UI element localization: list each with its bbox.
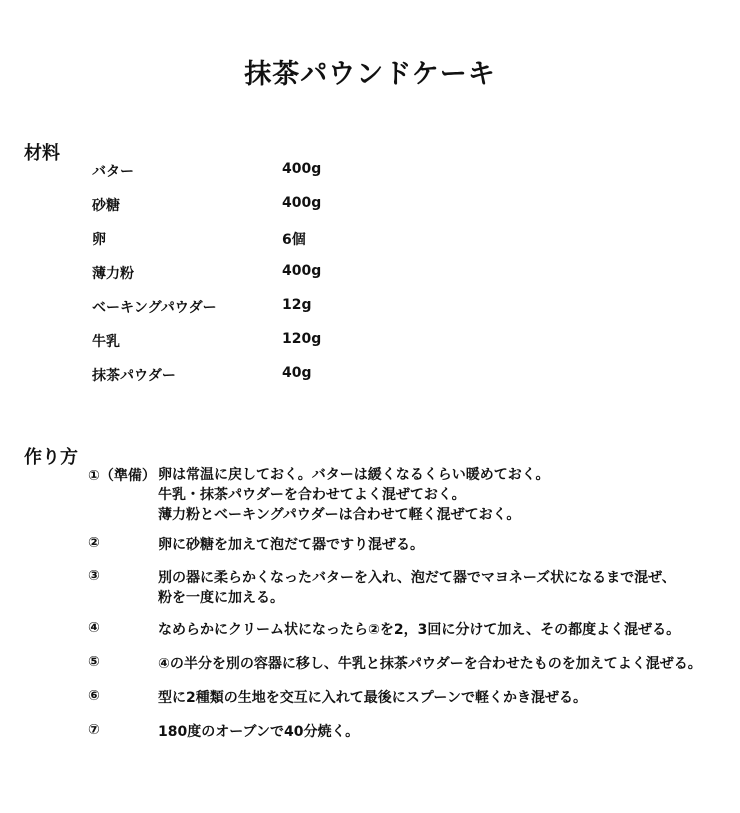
step-line: 卵に砂糖を加えて泡だて器ですり混ぜる。 bbox=[158, 537, 424, 553]
ingredient-row bbox=[0, 297, 740, 319]
step-number: ⑥ bbox=[88, 688, 100, 704]
ingredient-amount: 400g bbox=[282, 161, 322, 177]
step-text bbox=[158, 688, 728, 708]
ingredient-row bbox=[0, 161, 740, 183]
method-heading: 作り方 bbox=[24, 447, 78, 468]
ingredient-name: 砂糖 bbox=[92, 198, 120, 214]
ingredient-name: 卵 bbox=[92, 232, 106, 248]
ingredient-amount: 400g bbox=[282, 263, 322, 279]
step-line: ④の半分を別の容器に移し、牛乳と抹茶パウダーを合わせたものを加えてよく混ぜる。 bbox=[158, 656, 702, 672]
ingredient-row bbox=[0, 195, 740, 217]
step-number: ⑦ bbox=[88, 722, 100, 738]
step-line: なめらかにクリーム状になったら②を2，3回に分けて加え、その都度よく混ぜる。 bbox=[158, 622, 681, 638]
step-number: ⑤ bbox=[88, 654, 100, 670]
step-number: ④ bbox=[88, 620, 100, 636]
step-text bbox=[158, 722, 728, 742]
ingredient-amount: 40g bbox=[282, 365, 312, 381]
step-line: 型に2種類の生地を交互に入れて最後にスプーンで軽くかき混ぜる。 bbox=[158, 690, 588, 706]
ingredients-heading: 材料 bbox=[24, 143, 60, 164]
step-number: ② bbox=[88, 535, 100, 551]
recipe-title: 抹茶パウンドケーキ bbox=[244, 59, 496, 90]
ingredient-amount: 6個 bbox=[282, 232, 306, 248]
step-line: 180度のオーブンで40分焼く。 bbox=[158, 724, 360, 740]
ingredient-row bbox=[0, 263, 740, 285]
ingredient-amount: 120g bbox=[282, 331, 322, 347]
step-line: 薄力粉とベーキングパウダーは合わせて軽く混ぜておく。 bbox=[158, 507, 521, 523]
ingredient-name: バター bbox=[92, 164, 134, 180]
ingredient-name: 牛乳 bbox=[92, 334, 120, 350]
ingredient-row bbox=[0, 365, 740, 387]
ingredient-name: 薄力粉 bbox=[92, 266, 134, 282]
step-line: 牛乳・抹茶パウダーを合わせてよく混ぜておく。 bbox=[158, 487, 466, 503]
ingredient-name: ベーキングパウダー bbox=[92, 300, 217, 316]
ingredient-row bbox=[0, 331, 740, 353]
step-text bbox=[158, 535, 728, 555]
step-line: 別の器に柔らかくなったバターを入れ、泡だて器でマヨネーズ状になるまで混ぜ、 bbox=[158, 570, 676, 586]
ingredient-row bbox=[0, 229, 740, 251]
step-text bbox=[158, 465, 728, 525]
step-text bbox=[158, 654, 728, 674]
step-line: 粉を一度に加える。 bbox=[158, 590, 284, 606]
step-text bbox=[158, 620, 728, 640]
step-number: ①（準備） bbox=[88, 468, 156, 484]
ingredient-name: 抹茶パウダー bbox=[92, 368, 176, 384]
step-line: 卵は常温に戻しておく。バターは緩くなるくらい暖めておく。 bbox=[158, 467, 550, 483]
ingredient-amount: 12g bbox=[282, 297, 312, 313]
ingredient-amount: 400g bbox=[282, 195, 322, 211]
step-number: ③ bbox=[88, 568, 100, 584]
step-text bbox=[158, 568, 728, 608]
